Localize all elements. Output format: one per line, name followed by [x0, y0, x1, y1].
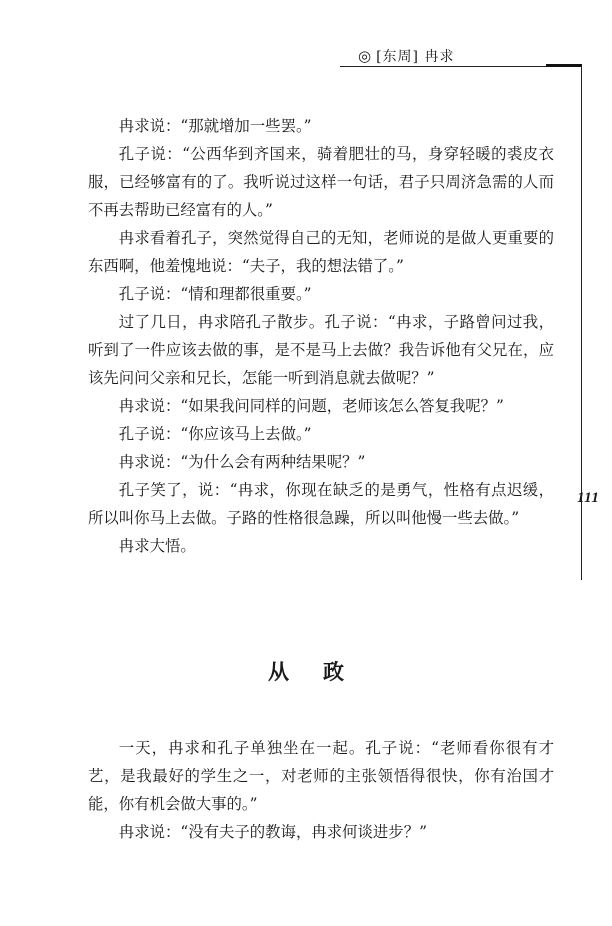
double-circle-icon: ◎ — [358, 47, 373, 65]
paragraph: 孔子说：“情和理都很重要。” — [118, 285, 312, 303]
paragraph: 过了几日，冉求陪孔子散步。孔子说：“冉求，子路曾问过我，听到了一件应该去做的事，是不是马上去做？我告诉他有父兄在，应该先问问父亲和兄长，怎能一听到消息就去做呢？” — [88, 313, 554, 387]
paragraph: 冉求看着孔子，突然觉得自己的无知，老师说的是做人更重要的东西啊，他羞愧地说：“夫子，我的想法错了。” — [88, 229, 554, 275]
paragraph: 冉求说：“那就增加一些罢。” — [118, 117, 312, 135]
paragraph: 孔子笑了，说：“冉求，你现在缺乏的是勇气，性格有点迟缓，所以叫你马上去做。子路的性格很急躁，所以叫他慢一些去做。” — [88, 481, 554, 527]
header-rule-accent — [546, 64, 582, 67]
header-rule — [340, 66, 546, 67]
paragraph: 冉求说：“没有夫子的教诲，冉求何谈进步？” — [118, 823, 427, 841]
paragraph: 冉求说：“如果我问同样的问题，老师该怎么答复我呢？” — [118, 397, 504, 415]
paragraph: 孔子说：“你应该马上去做。” — [118, 425, 312, 443]
paragraph: 冉求说：“为什么会有两种结果呢？” — [118, 453, 366, 471]
body-text-top — [88, 112, 554, 560]
body-text-bottom — [88, 734, 554, 846]
running-header-text: [东周] 冉求 — [376, 49, 455, 65]
paragraph: 冉求大悟。 — [118, 537, 196, 555]
running-header — [358, 46, 454, 66]
paragraph: 孔子说：“公西华到齐国来，骑着肥壮的马，身穿轻暖的裘皮衣服，已经够富有的了。我听说过这样一句话，君子只周济急需的人而不再去帮助已经富有的人。” — [88, 145, 554, 219]
section-title: 从政 — [268, 660, 378, 684]
paragraph: 一天，冉求和孔子单独坐在一起。孔子说：“老师看你很有才艺，是我最好的学生之一，对老师的主张领悟得很快，你有治国才能，你有机会做大事的。” — [88, 739, 554, 813]
page-number: 111 — [577, 490, 600, 506]
